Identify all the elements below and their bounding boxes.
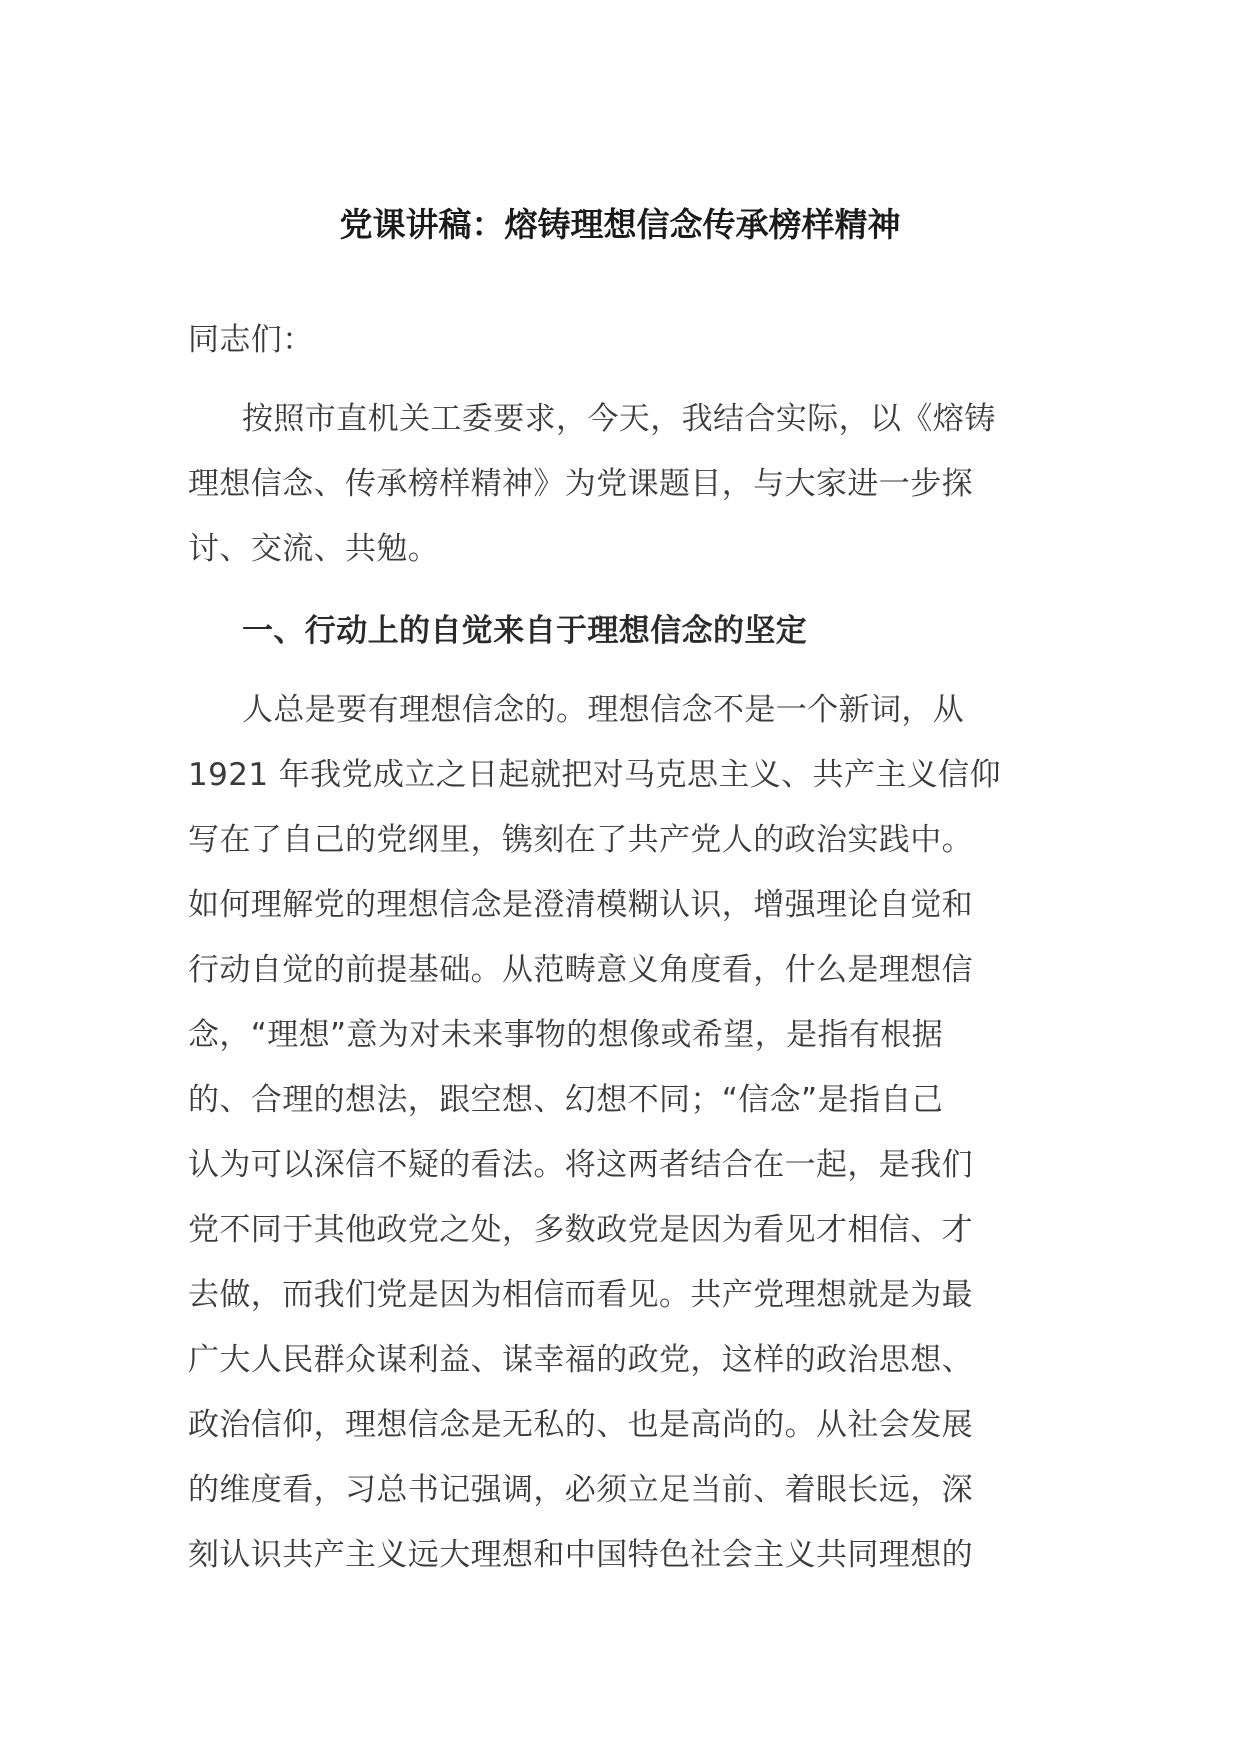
document-title: 党课讲稿：熔铸理想信念传承榜样精神 <box>339 205 901 244</box>
greeting <box>188 308 1054 373</box>
paragraph-line: 写在了自己的党纲里，镌刻在了共产党人的政治实践中。 <box>188 822 973 858</box>
paragraph-line: 政治信仰，理想信念是无私的、也是高尚的。从社会发展 <box>188 1407 973 1443</box>
paragraph-line: 如何理解党的理想信念是澄清模糊认识，增强理论自觉和 <box>188 887 973 923</box>
greeting-text: 同志们： <box>188 322 314 358</box>
body-paragraph <box>188 678 1054 1588</box>
paragraph-line: 的维度看，习总书记强调，必须立足当前、着眼长远，深 <box>188 1472 973 1508</box>
section-heading-text: 一、行动上的自觉来自于理想信念的坚定 <box>242 613 808 649</box>
paragraph-line: 的、合理的想法，跟空想、幻想不同；“信念”是指自己 <box>188 1082 944 1118</box>
paragraph-line: 理想信念、传承榜样精神》为党课题目，与大家进一步探 <box>188 466 973 502</box>
paragraph-line: 党不同于其他政党之处，多数政党是因为看见才相信、才 <box>188 1212 973 1248</box>
paragraph-line: 念，“理想”意为对未来事物的想像或希望，是指有根据 <box>188 1017 944 1053</box>
section-heading <box>188 599 1054 664</box>
paragraph-line: 讨、交流、共勉。 <box>188 531 440 567</box>
paragraph-line: 广大人民群众谋利益、谋幸福的政党，这样的政治思想、 <box>188 1342 973 1378</box>
paragraph-line: 1921 年我党成立之日起就把对马克思主义、共产主义信仰 <box>188 757 1001 793</box>
paragraph-line: 认为可以深信不疑的看法。将这两者结合在一起，是我们 <box>188 1147 973 1183</box>
paragraph-line: 行动自觉的前提基础。从范畴意义角度看，什么是理想信 <box>188 952 973 988</box>
paragraph-line: 去做，而我们党是因为相信而看见。共产党理想就是为最 <box>188 1277 973 1313</box>
paragraph-line: 人总是要有理想信念的。理想信念不是一个新词，从 <box>242 692 965 728</box>
paragraph-line: 刻认识共产主义远大理想和中国特色社会主义共同理想的 <box>188 1537 973 1573</box>
paragraph-line: 按照市直机关工委要求，今天，我结合实际，以《熔铸 <box>242 401 996 437</box>
intro-paragraph <box>188 387 1054 582</box>
